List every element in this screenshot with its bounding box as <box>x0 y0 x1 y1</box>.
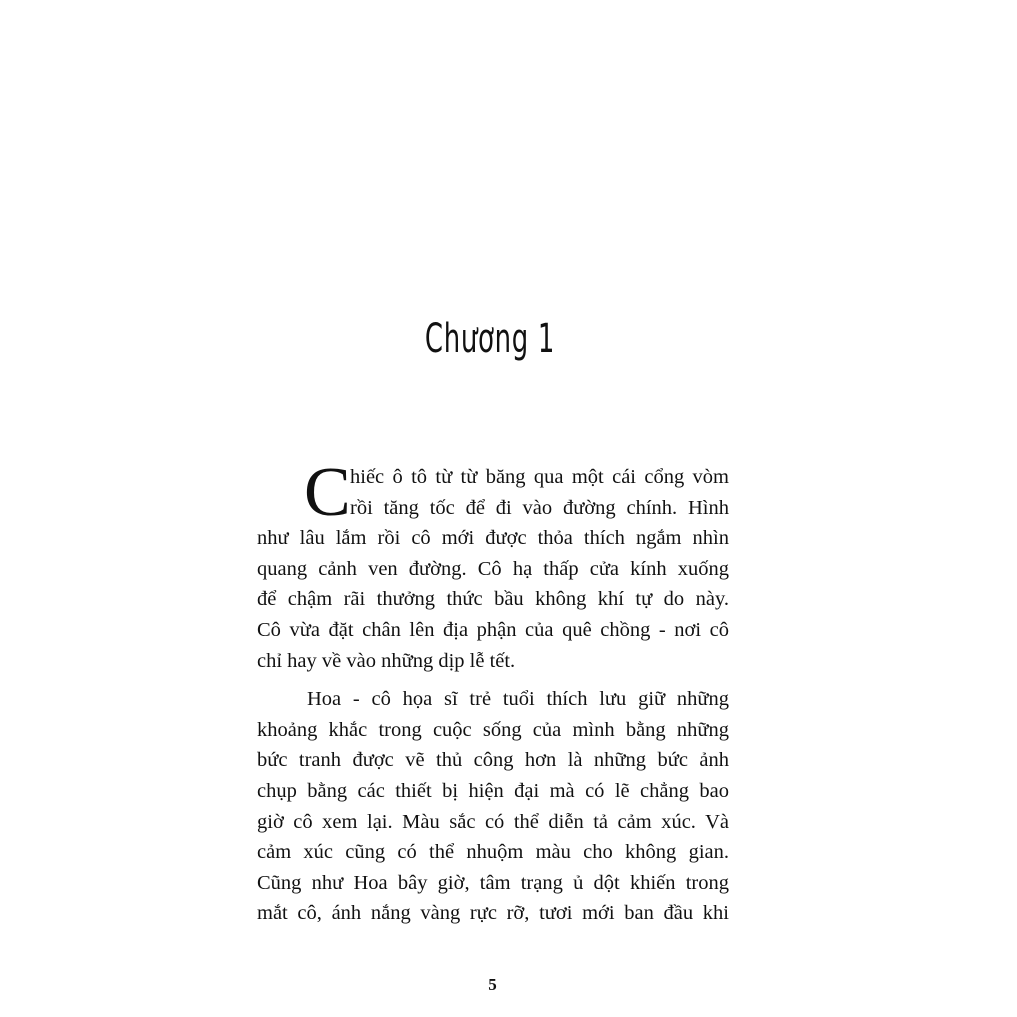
drop-cap: C <box>304 454 351 531</box>
text-line: chỉ hay về vào những dịp lễ tết. <box>257 649 516 672</box>
chapter-title: Chương 1 <box>424 316 556 362</box>
text-line: như lâu lắm rồi cô mới được thỏa thích ngắm nhìn <box>257 527 729 550</box>
text-line: để chậm rãi thưởng thức bầu không khí tự do này. <box>257 588 729 611</box>
text-line: rồi tăng tốc để đi vào đường chính. Hình <box>350 496 729 519</box>
text-line: chụp bằng các thiết bị hiện đại mà có lẽ chẳng bao <box>257 779 729 802</box>
text-line: Hoa - cô họa sĩ trẻ tuổi thích lưu giữ những <box>307 688 729 711</box>
text-line: Cũng như Hoa bây giờ, tâm trạng ủ dột khiến trong <box>257 871 729 894</box>
text-line: giờ cô xem lại. Màu sắc có thể diễn tả cảm xúc. Và <box>257 810 729 833</box>
text-line: Cô vừa đặt chân lên địa phận của quê chồng - nơi cô <box>257 618 729 641</box>
text-line: khoảng khắc trong cuộc sống của mình bằng những <box>257 718 729 741</box>
paragraph-2 <box>257 684 729 929</box>
text-line: cảm xúc cũng có thể nhuộm màu cho không gian. <box>257 841 729 864</box>
page-number: 5 <box>488 975 497 994</box>
text-line: quang cảnh ven đường. Cô hạ thấp cửa kính xuống <box>257 557 729 580</box>
text-line: hiếc ô tô từ từ băng qua một cái cổng vòm <box>350 466 729 488</box>
body-text <box>257 454 729 929</box>
paragraph-1 <box>257 454 729 676</box>
text-line: mắt cô, ánh nắng vàng rực rỡ, tươi mới ban đầu khi <box>257 902 729 925</box>
text-line: bức tranh được vẽ thủ công hơn là những bức ảnh <box>257 749 729 772</box>
